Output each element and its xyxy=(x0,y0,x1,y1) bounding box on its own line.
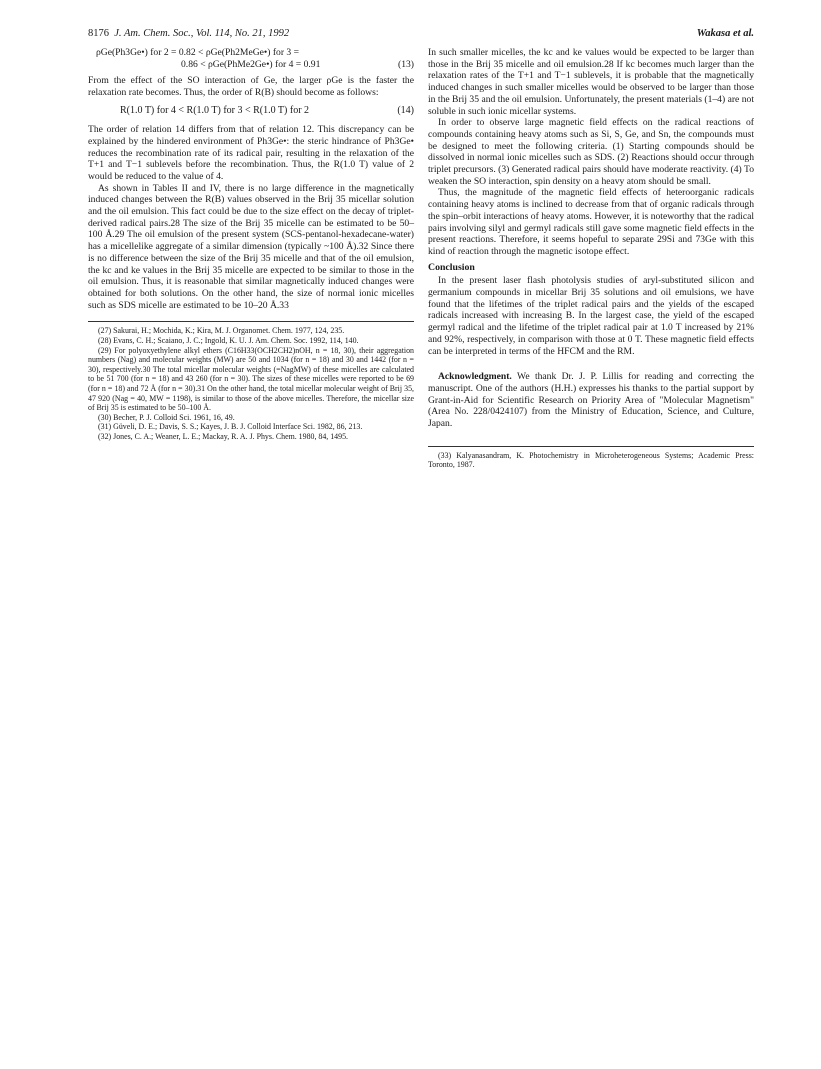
section-title-conclusion: Conclusion xyxy=(428,261,475,273)
header-left xyxy=(88,28,289,39)
footnotes xyxy=(88,326,414,441)
page-number: 8176 xyxy=(88,28,109,39)
equation-13-line-1: ρGe(Ph3Ge•) for 2 = 0.82 < ρGe(Ph2MeGe•) for 3 = xyxy=(96,47,300,58)
paragraph: The order of relation 14 differs from that of relation 12. This discrepancy can be explained by the hindered environment of Ph3Ge•: the steric hindrance of Ph3Ge• reduces the recombination rate of its radical pair, resulting in the relaxation of the T+1 and T−1 sublevels before the recombination. Thus, the R(1.0 T) value of 2 would be reduced to the value of 4. xyxy=(88,124,414,182)
footnote: (33) Kalyanasandram, K. Photochemistry in Microheterogeneous Systems; Academic Press: Toronto, 1987. xyxy=(428,450,754,470)
footnote: (28) Evans, C. H.; Scaiano, J. C.; Ingold, K. U. J. Am. Chem. Soc. 1992, 114, 140. xyxy=(98,335,359,345)
equation-13-text: 0.86 < ρGe(PhMe2Ge•) for 4 = 0.91 xyxy=(181,59,321,70)
footnote-divider xyxy=(428,446,754,447)
journal-citation: J. Am. Chem. Soc., Vol. 114, No. 21, 1992 xyxy=(114,28,290,39)
footnote-divider xyxy=(88,321,414,322)
right-column xyxy=(428,47,754,470)
equation-14 xyxy=(88,105,414,117)
paragraph: In order to observe large magnetic field effects on the radical reactions of compounds containing heavy atoms such as Si, S, Ge, and Sn, the compounds must be designed to meet the following criteria. (1) Starting compounds should be dissolved in normal ionic micelles such as SDS. (2) Reactions should occur through triplet precursors. (3) Generated radical pairs should have moderate reactivity. (4) To weaken the SO interaction, spin density on a heavy atom should be small. xyxy=(428,117,754,187)
footnote: (32) Jones, C. A.; Weaner, L. E.; Mackay, R. A. J. Phys. Chem. 1980, 84, 1495. xyxy=(98,431,348,441)
paragraph: In the present laser flash photolysis studies of aryl-substituted silicon and germanium compounds in micellar Brij 35 solutions and oil emulsions, we have found that the lifetimes of the triplet radical pairs and the yields of the escaped radicals increased with increasing B. In the largest case, the yield of the escaped germyl radical and the lifetime of the triplet radical pair at 1.0 T increased by 21% and 92%, respectively, in comparison with those at 0 T. These magnetic field effects can be interpreted in terms of the HFCM and the RM. xyxy=(428,275,754,357)
footnotes xyxy=(428,451,754,470)
footnote: (29) For polyoxyethylene alkyl ethers (C16H33(OCH2CH2)nOH, n = 18, 30), their aggregation numbers (Nag) and molecular weights (MW) are 50 and 1034 (for n = 18) and 30 and 1442 (for n = 30), respectively.30 The total micellar molecular weights (=NagMW) of these micelles are calculated to be 51 700 (for n = 18) and 43 260 (for n = 30). The sizes of these micelles were reported to be 69 (for n = 18) and 72 Å (for n = 30).31 On the other hand, the total micellar molecular weight of Brij 35, 47 920 (Nag = 40, MW = 1198), is similar to those of the above micelles. Therefore, the micellar size of Brij 35 is estimated to be 50–100 Å. xyxy=(88,345,414,413)
paragraph: As shown in Tables II and IV, there is no large difference in the magnetically induced changes between the R(B) values observed in the Brij 35 micellar solution and the oil emulsion. This fact could be due to the size effect on the decay of triplet-derived radical pairs.28 The size of the Brij 35 micelle can be estimated to be 50–100 Å.29 The oil emulsion of the present system (SCS-pentanol-hexadecane-water) has a micellelike aggregate of a similar dimension (typically ~100 Å).32 Since there is no difference between the size of the Brij 35 micelle and that of the oil emulsion, the kc and ke values in the Brij 35 micelle are expected to be similar to those in the oil emulsion. Thus, it is reasonable that similar magnetically induced changes were obtained for both solutions. On the other hand, the size of normal ionic micelles such as SDS micelle are estimated to be 10–20 Å.33 xyxy=(88,182,414,311)
paragraph: In such smaller micelles, the kc and ke values would be expected to be larger than those in the Brij 35 micelle and oil emulsion.28 If kc becomes much larger than the relaxation rates of the T+1 and T−1 sublevels, it is probable that the magnetically induced changes in such smaller micelles would be observed to be larger than those in the Brij 35 and the oil emulsion. Unfortunately, the present materials (1–4) are not soluble in such ionic micellar systems. xyxy=(428,47,754,117)
equation-13-number: (13) xyxy=(398,59,414,70)
equation-14-number: (14) xyxy=(397,105,414,117)
footnote: (31) Güveli, D. E.; Davis, S. S.; Kayes, J. B. J. Colloid Interface Sci. 1982, 86, 213. xyxy=(98,422,363,432)
page-header xyxy=(88,28,754,44)
footnote: (27) Sakurai, H.; Mochida, K.; Kira, M. J. Organomet. Chem. 1977, 124, 235. xyxy=(98,326,345,336)
acknowledgment xyxy=(428,371,754,430)
paragraph: From the effect of the SO interaction of Ge, the larger ρGe is the faster the relaxation rate becomes. Thus, the order of R(B) should become as follows: xyxy=(88,75,414,98)
acknowledgment-text: We thank Dr. J. P. Lillis for reading and correcting the manuscript. One of the authors (H.H.) expresses his thanks to the partial support by Grant-in-Aid for Scientific Research on Priority Area of "Molecular Magnetism" (Area No. 228/0424107) from the Ministry of Education, Science, and Culture, Japan. xyxy=(428,371,754,430)
paragraph: Thus, the magnitude of the magnetic field effects of heteroorganic radicals containing heavy atoms is inclined to decrease from that of organic radicals through the spin–orbit interactions of heavy atoms. However, it is noteworthy that the radical pairs involving silyl and germyl radicals still gave some magnetic field effects in the present reactions. Therefore, it seems hopeful to separate 29Si and 73Ge with this kind of reaction through the magnetic isotope effect. xyxy=(428,187,754,257)
left-column xyxy=(88,47,414,441)
footnote: (30) Becher, P. J. Colloid Sci. 1961, 16, 49. xyxy=(98,412,235,422)
equation-14-text: R(1.0 T) for 4 < R(1.0 T) for 3 < R(1.0 T) for 2 xyxy=(120,105,310,117)
acknowledgment-title: Acknowledgment. xyxy=(438,371,512,383)
equation-13-line-2 xyxy=(88,59,414,71)
header-authors: Wakasa et al. xyxy=(696,28,754,39)
